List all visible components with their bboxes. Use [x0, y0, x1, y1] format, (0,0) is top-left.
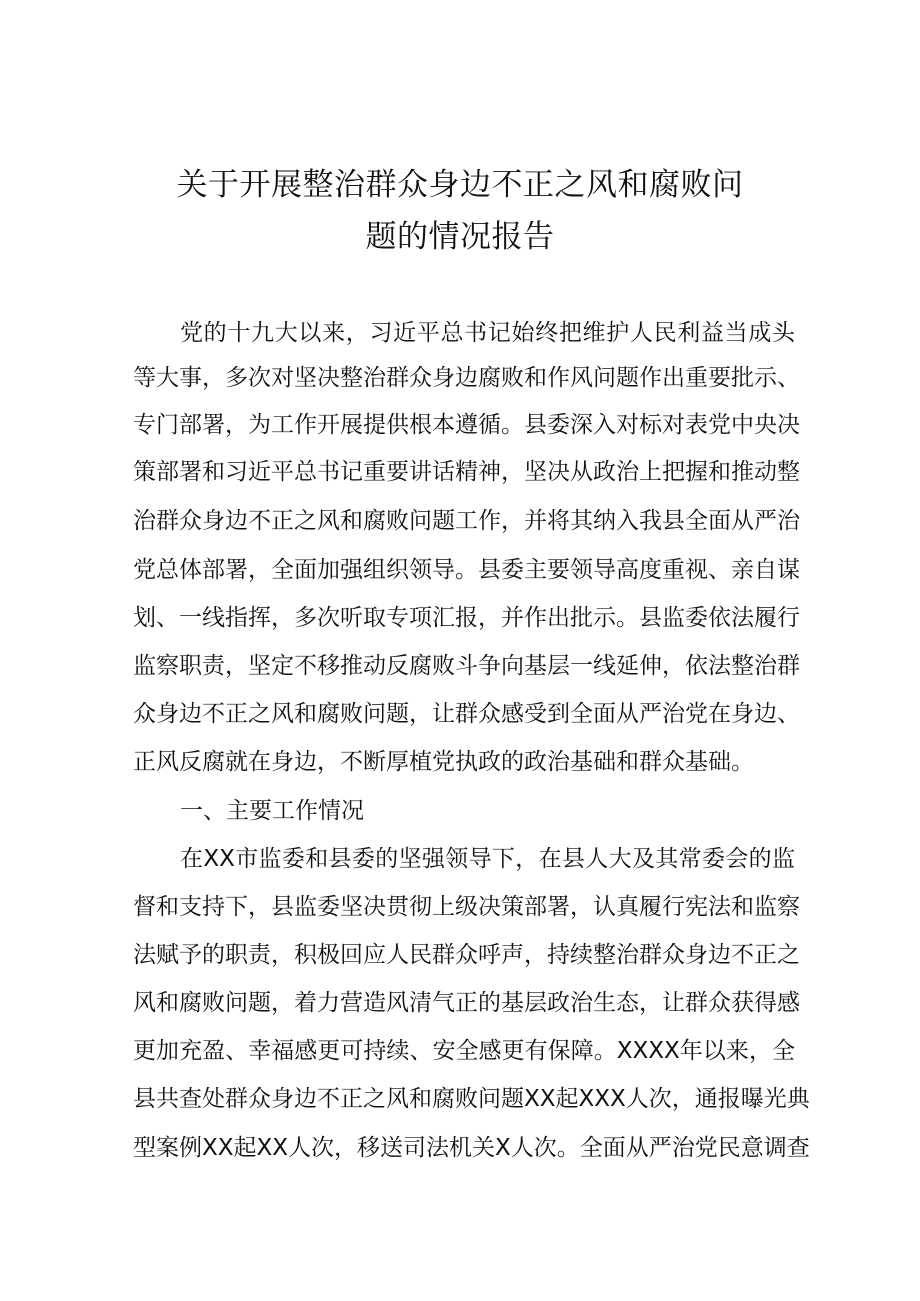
paragraph-1-line: 正风反腐就在身边，不断厚植党执政的政治基础和群众基础。 — [133, 749, 754, 775]
document-title-line-1: 关于开展整治群众身边不正之风和腐败问 — [176, 167, 744, 203]
paragraph-2-line: 风和腐败问题，着力营造风清气正的基层政治生态，让群众获得感 — [133, 990, 800, 1016]
paragraph-1-line: 专门部署，为工作开展提供根本遵循。县委深入对标对表党中央决 — [133, 412, 800, 438]
paragraph-1-line: 治群众身边不正之风和腐败问题工作，并将其纳入我县全面从严治 — [133, 508, 800, 534]
paragraph-2-line: 更加充盈、幸福感更可持续、安全感更有保障。XXXX年以来，全 — [133, 1038, 795, 1064]
paragraph-2-line: 法赋予的职责，积极回应人民群众呼声，持续整治群众身边不正之 — [133, 942, 800, 968]
paragraph-2-line: 在XX市监委和县委的坚强领导下，在县人大及其常委会的监 — [180, 846, 795, 872]
paragraph-1-line: 划、一线指挥，多次听取专项汇报，并作出批示。县监委依法履行 — [133, 605, 800, 631]
section-heading: 一、主要工作情况 — [180, 798, 364, 824]
paragraph-1-line: 党总体部署，全面加强组织领导。县委主要领导高度重视、亲自谋 — [133, 557, 800, 583]
paragraph-1-line: 监察职责，坚定不移推动反腐败斗争向基层一线延伸，依法整治群 — [133, 653, 800, 679]
paragraph-2-line: 型案例XX起XX人次，移送司法机关X人次。全面从严治党民意调查 — [133, 1135, 810, 1161]
document-title-line-2: 题的情况报告 — [365, 219, 555, 255]
paragraph-1-line: 等大事，多次对坚决整治群众身边腐败和作风问题作出重要批示、 — [133, 365, 800, 391]
paragraph-2-line: 督和支持下，县监委坚决贯彻上级决策部署，认真履行宪法和监察 — [133, 894, 800, 920]
paragraph-1-line: 策部署和习近平总书记重要讲话精神，坚决从政治上把握和推动整 — [133, 459, 800, 485]
paragraph-2-line: 县共查处群众身边不正之风和腐败问题XX起XXX人次，通报曝光典 — [133, 1086, 810, 1112]
paragraph-1-line: 众身边不正之风和腐败问题，让群众感受到全面从严治党在身边、 — [133, 701, 800, 727]
paragraph-1-line: 党的十九大以来，习近平总书记始终把维护人民利益当成头 — [180, 320, 795, 346]
